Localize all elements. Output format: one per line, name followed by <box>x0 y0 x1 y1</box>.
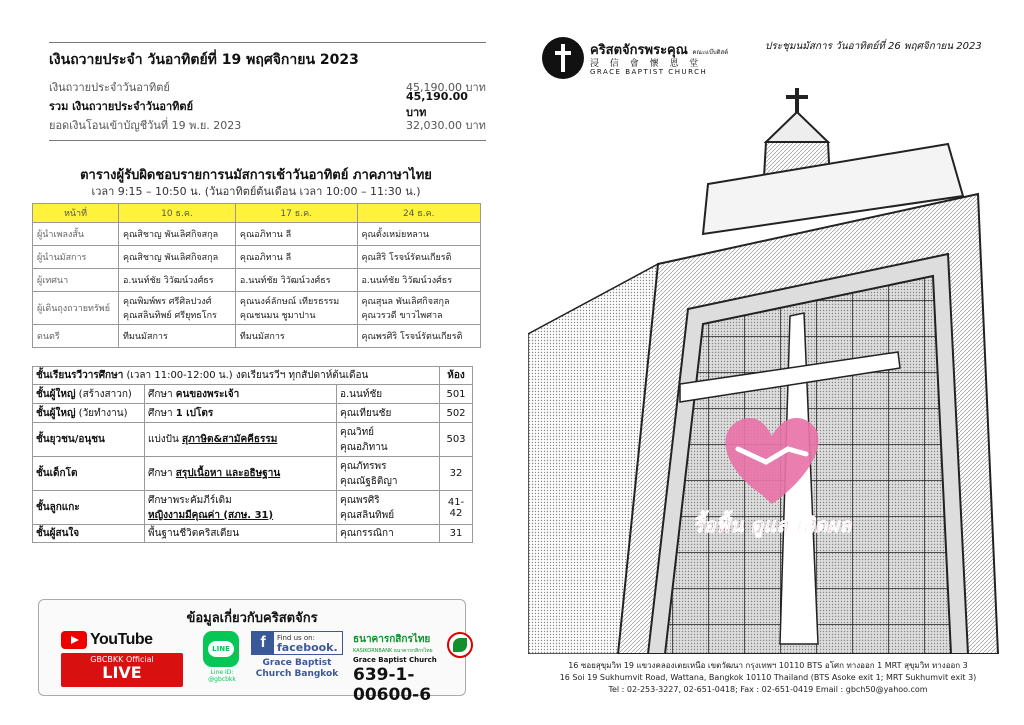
table-row <box>33 269 481 292</box>
bank-name: ธนาคารกสิกรไทย <box>353 634 431 645</box>
offering-row <box>49 115 486 134</box>
live-banner <box>61 653 183 687</box>
study-topic: สุภาษิต&สามัคคีธรรม <box>182 434 278 445</box>
table-row <box>33 223 481 246</box>
class-room: 41-42 <box>440 491 473 525</box>
table-row <box>33 404 473 423</box>
table-cell: คุณสุนล พันเลิศกิจสกุล คุณวรวดี ขาวไพศาล <box>357 292 481 325</box>
table-row <box>33 525 473 543</box>
schedule-subtitle: เวลา 9:15 – 10:50 น. (วันอาทิตย์ต้นเดือน เวลา 10:00 – 11:30 น.) <box>91 185 421 198</box>
class-teacher: คุณวิทย์ คุณอภิทาน <box>337 423 440 457</box>
study-topic: หญิงงามมีคุณค่า (สภษ. 31) <box>148 509 274 521</box>
table-cell: คุณสิชาญ พันเลิศกิจสกุล <box>119 223 236 246</box>
class-room: 501 <box>440 385 473 404</box>
line-icon <box>203 631 239 667</box>
table-cell: ทีมนมัสการ <box>119 325 236 348</box>
class-study <box>145 491 337 525</box>
study-text: แบ่งปัน <box>148 434 183 445</box>
offering-summary <box>49 42 486 141</box>
table-cell: คุณสิชาญ พันเลิศกิจสกุล <box>119 246 236 269</box>
class-level <box>33 423 145 457</box>
table-cell: คุณนงค์ลักษณ์ เทียรธรรม คุณชนมน ชูมาปาน <box>235 292 357 325</box>
class-room: 31 <box>440 525 473 543</box>
table-cell: คุณพิมพ์พร ศรีศิลปวงศ์ คุณสลินทิพย์ ศรียุทธโกร <box>119 292 236 325</box>
offering-total-row <box>49 90 486 119</box>
bank-account-number: 639-1-00600-6 <box>353 665 432 705</box>
class-teacher: คุณกรรณิกา <box>337 525 440 543</box>
sunday-school-table <box>32 366 473 543</box>
class-level <box>33 404 145 423</box>
role-cell: ผู้นำเพลงสั้น <box>33 223 119 246</box>
service-date-header: ประชุมนมัสการ วันอาทิตย์ที่ 26 พฤศจิกายน 2023 <box>765 41 982 52</box>
table-row <box>33 457 473 491</box>
class-study <box>145 525 337 543</box>
table-row <box>33 325 481 348</box>
room-header: ห้อง <box>440 367 473 385</box>
class-study <box>145 457 337 491</box>
table-cell: คุณสิริ โรจน์รัตนเกียรติ <box>357 246 481 269</box>
class-study <box>145 385 337 404</box>
class-teacher: คุณพรศิริ คุณสลินทิพย์ <box>337 491 440 525</box>
church-denomination: คณะแบ๊บติสต์ <box>692 49 729 56</box>
class-room: 502 <box>440 404 473 423</box>
class-level-name: ชั้นเด็กโต <box>36 468 78 479</box>
study-text: ศึกษา <box>148 468 176 479</box>
table-cell: คุณพรศิริ โรจน์รัตนเกียรติ <box>357 325 481 348</box>
table-cell: ทีมนมัสการ <box>235 325 357 348</box>
class-level-name: ชั้นผู้สนใจ <box>36 528 80 539</box>
church-logo <box>542 37 742 82</box>
church-info-box <box>38 599 466 705</box>
kasikorn-logo-icon <box>447 632 473 658</box>
class-level-name: ชั้นผู้ใหญ่ <box>36 388 76 400</box>
study-text: ศึกษา <box>148 388 176 400</box>
class-level <box>33 491 145 525</box>
church-name-th-text: คริสตจักรพระคุณ <box>590 43 688 58</box>
table-cell: คุณอภิทาน ลี <box>235 223 357 246</box>
offering-amount: 32,030.00 บาท <box>406 118 486 132</box>
bank-account-name: Grace Baptist Church <box>353 656 437 664</box>
facebook-find-label: Find us on: <box>277 634 315 642</box>
offering-label: ยอดเงินโอนเข้าบัญชีวันที่ 19 พ.ย. 2023 <box>49 118 242 132</box>
kasikorn-leaf-icon <box>453 638 467 652</box>
address-th: 16 ซอยสุขุมวิท 19 แขวงคลองเตยเหนือ เขตวัฒนา กรุงเทพฯ 10110 BTS อโศก ทางออก 1 MRT สุขุมวิท ทางออก 3 <box>568 661 968 670</box>
cross-logo-icon <box>542 37 584 79</box>
youtube-channel: GBCBKK Official <box>90 655 154 664</box>
facebook-wordmark: facebook. <box>277 641 338 654</box>
table-cell: อ.นนท์ชัย วิวัฒน์วงศ์ธร <box>235 269 357 292</box>
class-teacher: คุณภัทรพร คุณณัฐธิติญา <box>337 457 440 491</box>
class-teacher: คุณเทียนชัย <box>337 404 440 423</box>
class-level-note: (สร้างสาวก) <box>75 388 132 400</box>
column-header: 17 ธ.ค. <box>235 204 357 223</box>
table-row <box>33 292 481 325</box>
column-header: หน้าที่ <box>33 204 119 223</box>
facebook-icon: f <box>252 632 274 654</box>
schedule-title: ตารางผู้รับผิดชอบรายการนมัสการเช้าวันอาทิตย์ ภาคภาษาไทย <box>80 168 432 183</box>
live-label: LIVE <box>102 663 142 682</box>
class-level <box>33 525 145 543</box>
class-study <box>145 404 337 423</box>
role-cell: ผู้เดินถุงถวายทรัพย์ <box>33 292 119 325</box>
facebook-contact[interactable] <box>251 631 343 680</box>
line-badge: LINE <box>208 641 234 657</box>
class-level-note: (วัยทำงาน) <box>75 407 128 419</box>
table-header-row <box>33 367 473 385</box>
study-text: ศึกษา <box>148 407 176 419</box>
study-text: พื้นฐานชีวิตคริสเตียน <box>148 528 240 539</box>
role-cell: ผู้เทศนา <box>33 269 119 292</box>
offering-title: เงินถวายประจำ วันอาทิตย์ที่ 19 พฤศจิกายน 2023 <box>49 52 359 68</box>
table-row <box>33 246 481 269</box>
youtube-live-badge[interactable] <box>61 630 187 688</box>
line-contact[interactable] <box>203 631 241 683</box>
facebook-page-name: Grace Baptist Church Bangkok <box>255 658 339 679</box>
table-cell: อ.นนท์ชัย วิวัฒน์วงศ์ธร <box>119 269 236 292</box>
study-text: ศึกษาพระคัมภีร์เดิม <box>148 494 232 506</box>
church-address-footer <box>512 660 1024 696</box>
table-cell: คุณตั้งเหม่ยหลาน <box>357 223 481 246</box>
offering-label: รวม เงินถวายประจำวันอาทิตย์ <box>49 99 194 113</box>
table-row <box>33 385 473 404</box>
table-header-row <box>33 204 481 223</box>
class-table-header <box>33 367 440 385</box>
class-level-name: ชั้นลูกแกะ <box>36 502 80 513</box>
bank-account <box>353 632 463 705</box>
line-id: Line ID: @gbcbkk <box>208 669 236 683</box>
class-level <box>33 385 145 404</box>
offering-amount: 45,190.00 บาท <box>406 80 486 94</box>
church-building-illustration <box>528 84 1008 654</box>
bank-name-en: KASIKORNBANK ธนาคารกสิกรไทย <box>353 648 433 654</box>
role-cell: ดนตรี <box>33 325 119 348</box>
church-name-cn: 浸 信 會 懷 恩 堂 <box>590 59 703 69</box>
class-level-name: ชั้นผู้ใหญ่ <box>36 407 76 419</box>
address-en: 16 Soi 19 Sukhumvit Road, Wattana, Bangkok 10110 Thailand (BTS Asoke exit 1; MRT Sukhumvit exit 3) <box>559 673 977 682</box>
column-header: 24 ธ.ค. <box>357 204 481 223</box>
youtube-logo <box>61 630 187 650</box>
table-row <box>33 491 473 525</box>
youtube-wordmark: YouTube <box>90 631 153 648</box>
table-cell: อ.นนท์ชัย วิวัฒน์วงศ์ธร <box>357 269 481 292</box>
role-cell: ผู้นำนมัสการ <box>33 246 119 269</box>
duty-schedule-table <box>32 203 481 348</box>
class-study <box>145 423 337 457</box>
column-header: 10 ธ.ค. <box>119 204 236 223</box>
right-page <box>512 0 1024 725</box>
study-topic: คนของพระเจ้า <box>175 388 240 400</box>
class-teacher: อ.นนท์ชัย <box>337 385 440 404</box>
study-topic: สรุปเนื้อหา และอธิษฐาน <box>175 468 281 479</box>
offering-amount: 45,190.00 บาท <box>406 90 468 119</box>
steeple-cross <box>786 88 808 114</box>
table-row <box>33 423 473 457</box>
steeple-spire <box>766 112 828 142</box>
church-name-en: GRACE BAPTIST CHURCH <box>590 68 708 76</box>
class-room: 32 <box>440 457 473 491</box>
class-header-title: ชั้นเรียนรวีวารศึกษา <box>36 370 124 381</box>
study-topic: 1 เปโตร <box>175 407 214 419</box>
youtube-play-icon <box>61 631 87 649</box>
class-level-name: ชั้นยุวชน/อนุชน <box>36 434 105 445</box>
class-header-note: (เวลา 11:00-12:00 น.) งดเรียนรวีฯ ทุกสัปดาห์ต้นเดือน <box>123 370 369 381</box>
contact-line: Tel : 02-253-3227, 02-651-0418; Fax : 02-651-0419 Email : gbch50@yahoo.com <box>608 685 928 694</box>
slogan-text: รื้อฟื้น ดูแล เกิดผล <box>692 513 852 537</box>
offering-label: เงินถวายประจำวันอาทิตย์ <box>49 80 170 94</box>
table-cell: คุณอภิทาน ลี <box>235 246 357 269</box>
class-level <box>33 457 145 491</box>
facebook-text <box>274 633 342 653</box>
class-room: 503 <box>440 423 473 457</box>
info-title: ข้อมูลเกี่ยวกับคริสตจักร <box>186 611 318 626</box>
facebook-badge <box>251 631 343 655</box>
